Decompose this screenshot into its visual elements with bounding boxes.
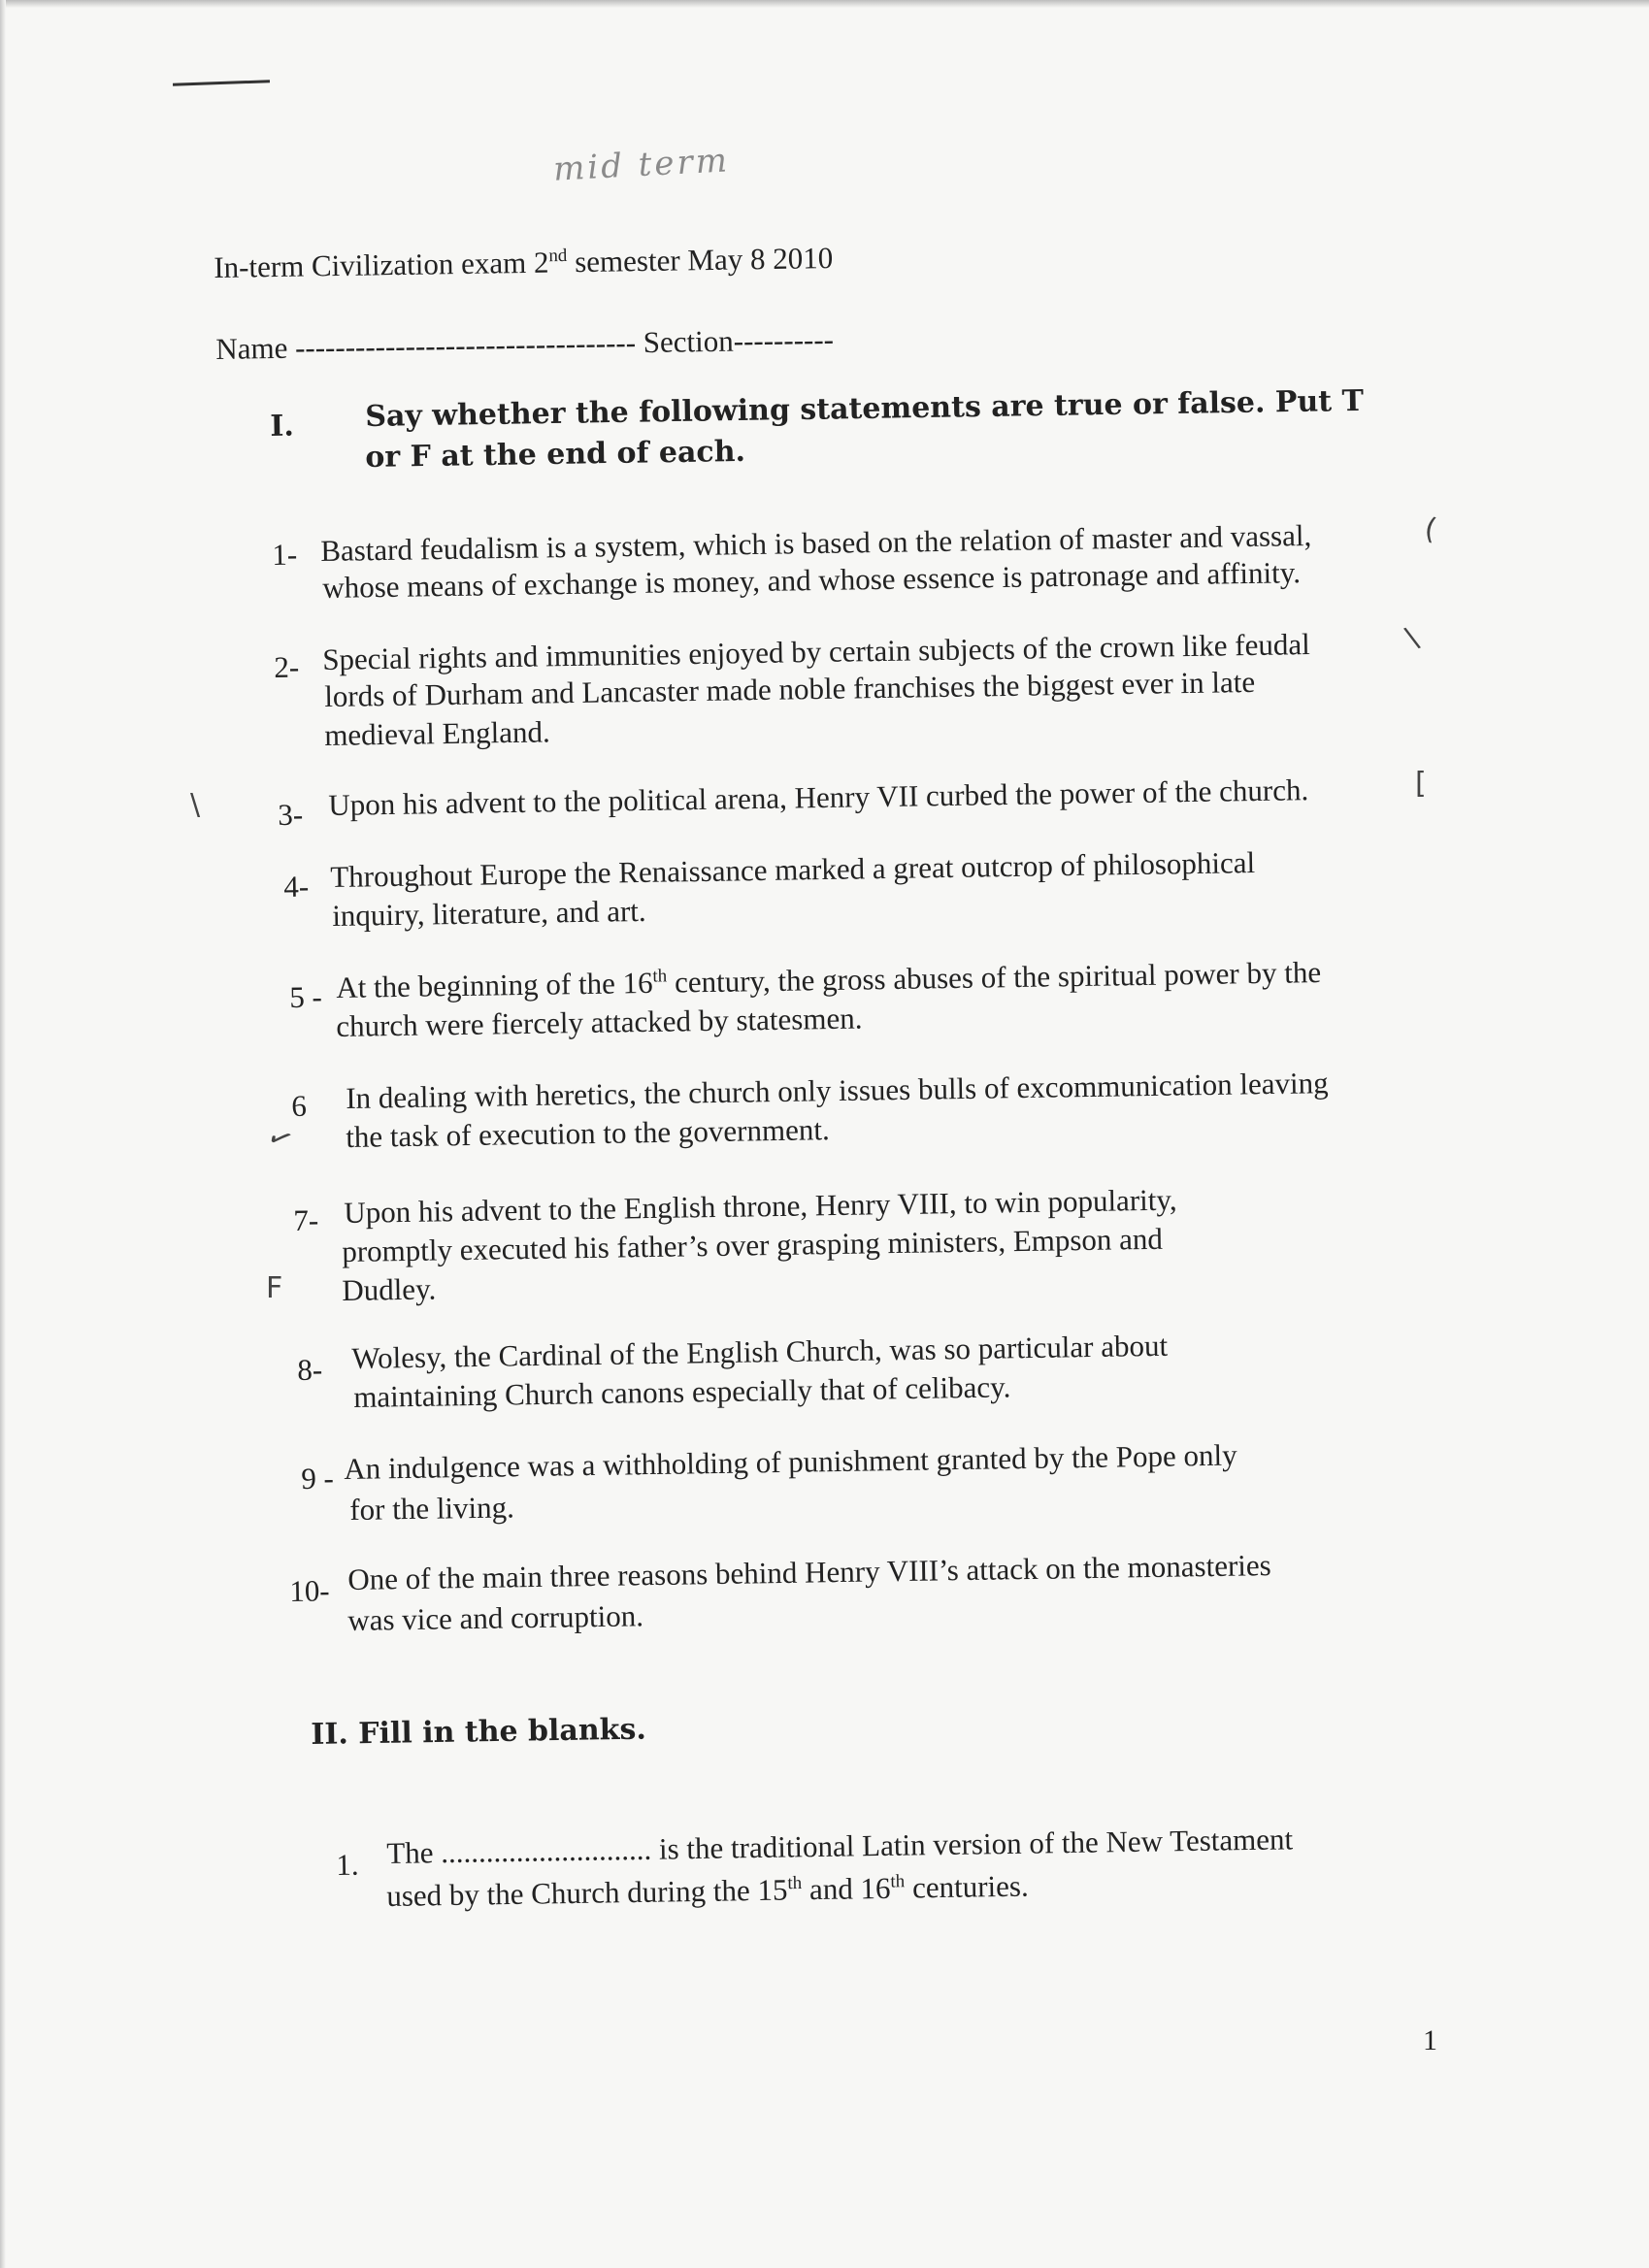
item-1-number: 1- <box>272 537 298 572</box>
fill-1-blank[interactable]: ............................ <box>440 1831 652 1870</box>
item-5-line1 <box>336 955 1321 1005</box>
title-suffix: semester May 8 2010 <box>574 240 834 279</box>
section1-instruction-line2: or F at the end of each. <box>365 434 746 475</box>
item-8-line1: Wolesy, the Cardinal of the English Church, was so particular about <box>351 1328 1169 1375</box>
item-10-line2: was vice and corruption. <box>347 1598 644 1637</box>
item-3-line1: Upon his advent to the political arena, Henry VII curbed the power of the church. <box>328 772 1309 822</box>
margin-mark-5: ✓ <box>260 1118 300 1160</box>
fill-1-number: 1. <box>336 1847 359 1882</box>
name-section-line <box>215 322 834 367</box>
fill-1-line1 <box>386 1822 1293 1871</box>
scan-left-edge <box>0 0 6 2268</box>
margin-mark-4: \ <box>190 788 201 822</box>
name-blank: ---------------------------------- <box>294 325 637 365</box>
margin-mark-3: [ <box>1415 767 1427 801</box>
section-label: Section---------- <box>643 321 835 360</box>
item-4-line1: Throughout Europe the Renaissance marked a great outcrop of philosophical <box>330 845 1256 894</box>
fill-1-pre: The <box>386 1835 434 1870</box>
item-10-line1: One of the main three reasons behind Henry VIII’s attack on the monasteries <box>347 1548 1271 1596</box>
title-prefix: In-term Civilization exam <box>214 245 527 284</box>
item-1-line2: whose means of exchange is money, and whose essence is patronage and affinity. <box>322 555 1302 605</box>
item-5-sup: th <box>652 966 668 987</box>
margin-mark-6: F <box>266 1271 283 1305</box>
fill-1-mid: and 16 <box>801 1870 891 1907</box>
fill-1-post: is the traditional Latin version of the New Testament <box>658 1822 1294 1866</box>
corner-pen-mark <box>173 80 270 85</box>
section1-numeral: I. <box>270 409 295 444</box>
title-number: 2 <box>533 245 549 279</box>
item-8-line2: maintaining Church canons especially that of celibacy. <box>353 1369 1011 1414</box>
name-label: Name <box>215 330 288 366</box>
item-6-number: 6 <box>291 1088 308 1123</box>
item-1-line1: Bastard feudalism is a system, which is based on the relation of master and vassal, <box>320 517 1312 568</box>
item-7-number: 7- <box>293 1202 319 1237</box>
item-10-number: 10- <box>289 1573 330 1608</box>
item-6-line1: In dealing with heretics, the church only issues bulls of excommunication leaving <box>346 1066 1329 1115</box>
title-sup: nd <box>548 245 568 267</box>
item-9-line1: An indulgence was a withholding of punishment granted by the Pope only <box>344 1437 1237 1486</box>
fill-1-sup1: th <box>787 1872 803 1894</box>
fill-1-line2-pre: used by the Church during the 15 <box>386 1872 788 1913</box>
item-4-number: 4- <box>283 869 310 904</box>
page-number: 1 <box>1423 2024 1437 2056</box>
item-8-number: 8- <box>297 1352 323 1387</box>
scan-top-edge <box>0 0 1649 8</box>
item-7-line1: Upon his advent to the English throne, Henry VIII, to win popularity, <box>344 1182 1177 1230</box>
item-5-number: 5 - <box>289 979 323 1014</box>
item-9-line2: for the living. <box>349 1490 515 1527</box>
item-2-line2: lords of Durham and Lancaster made noble franchises the biggest ever in late <box>324 664 1256 713</box>
fill-1-line2 <box>386 1869 1029 1914</box>
item-6-line2: the task of execution to the government. <box>346 1112 830 1154</box>
fill-1-sup2: th <box>890 1871 906 1892</box>
item-5-line1-pre: At the beginning of the 16 <box>336 965 653 1004</box>
item-3-number: 3- <box>278 797 304 832</box>
item-5-line2: church were fiercely attacked by statesmen. <box>336 1001 863 1043</box>
item-7-line2: promptly executed his father’s over grasping ministers, Empson and <box>342 1221 1164 1268</box>
item-5-line1-post: century, the gross abuses of the spiritual power by the <box>667 955 1322 1000</box>
margin-mark-2: \ <box>1402 620 1423 656</box>
item-2-line1: Special rights and immunities enjoyed by certain subjects of the crown like feudal <box>322 627 1310 676</box>
item-7-line3: Dudley. <box>342 1271 437 1307</box>
item-2-number: 2- <box>274 649 300 684</box>
handwritten-note: mid term <box>552 141 731 189</box>
item-4-line2: inquiry, literature, and art. <box>332 893 646 933</box>
section2-heading: II. Fill in the blanks. <box>311 1712 647 1752</box>
item-2-line3: medieval England. <box>324 714 550 752</box>
section1-instruction-line1: Say whether the following statements are true or false. Put T <box>365 383 1365 434</box>
fill-1-line2-post: centuries. <box>905 1868 1029 1905</box>
margin-mark-1: ( <box>1422 511 1439 547</box>
exam-title <box>214 241 833 285</box>
item-9-number: 9 - <box>301 1461 335 1496</box>
